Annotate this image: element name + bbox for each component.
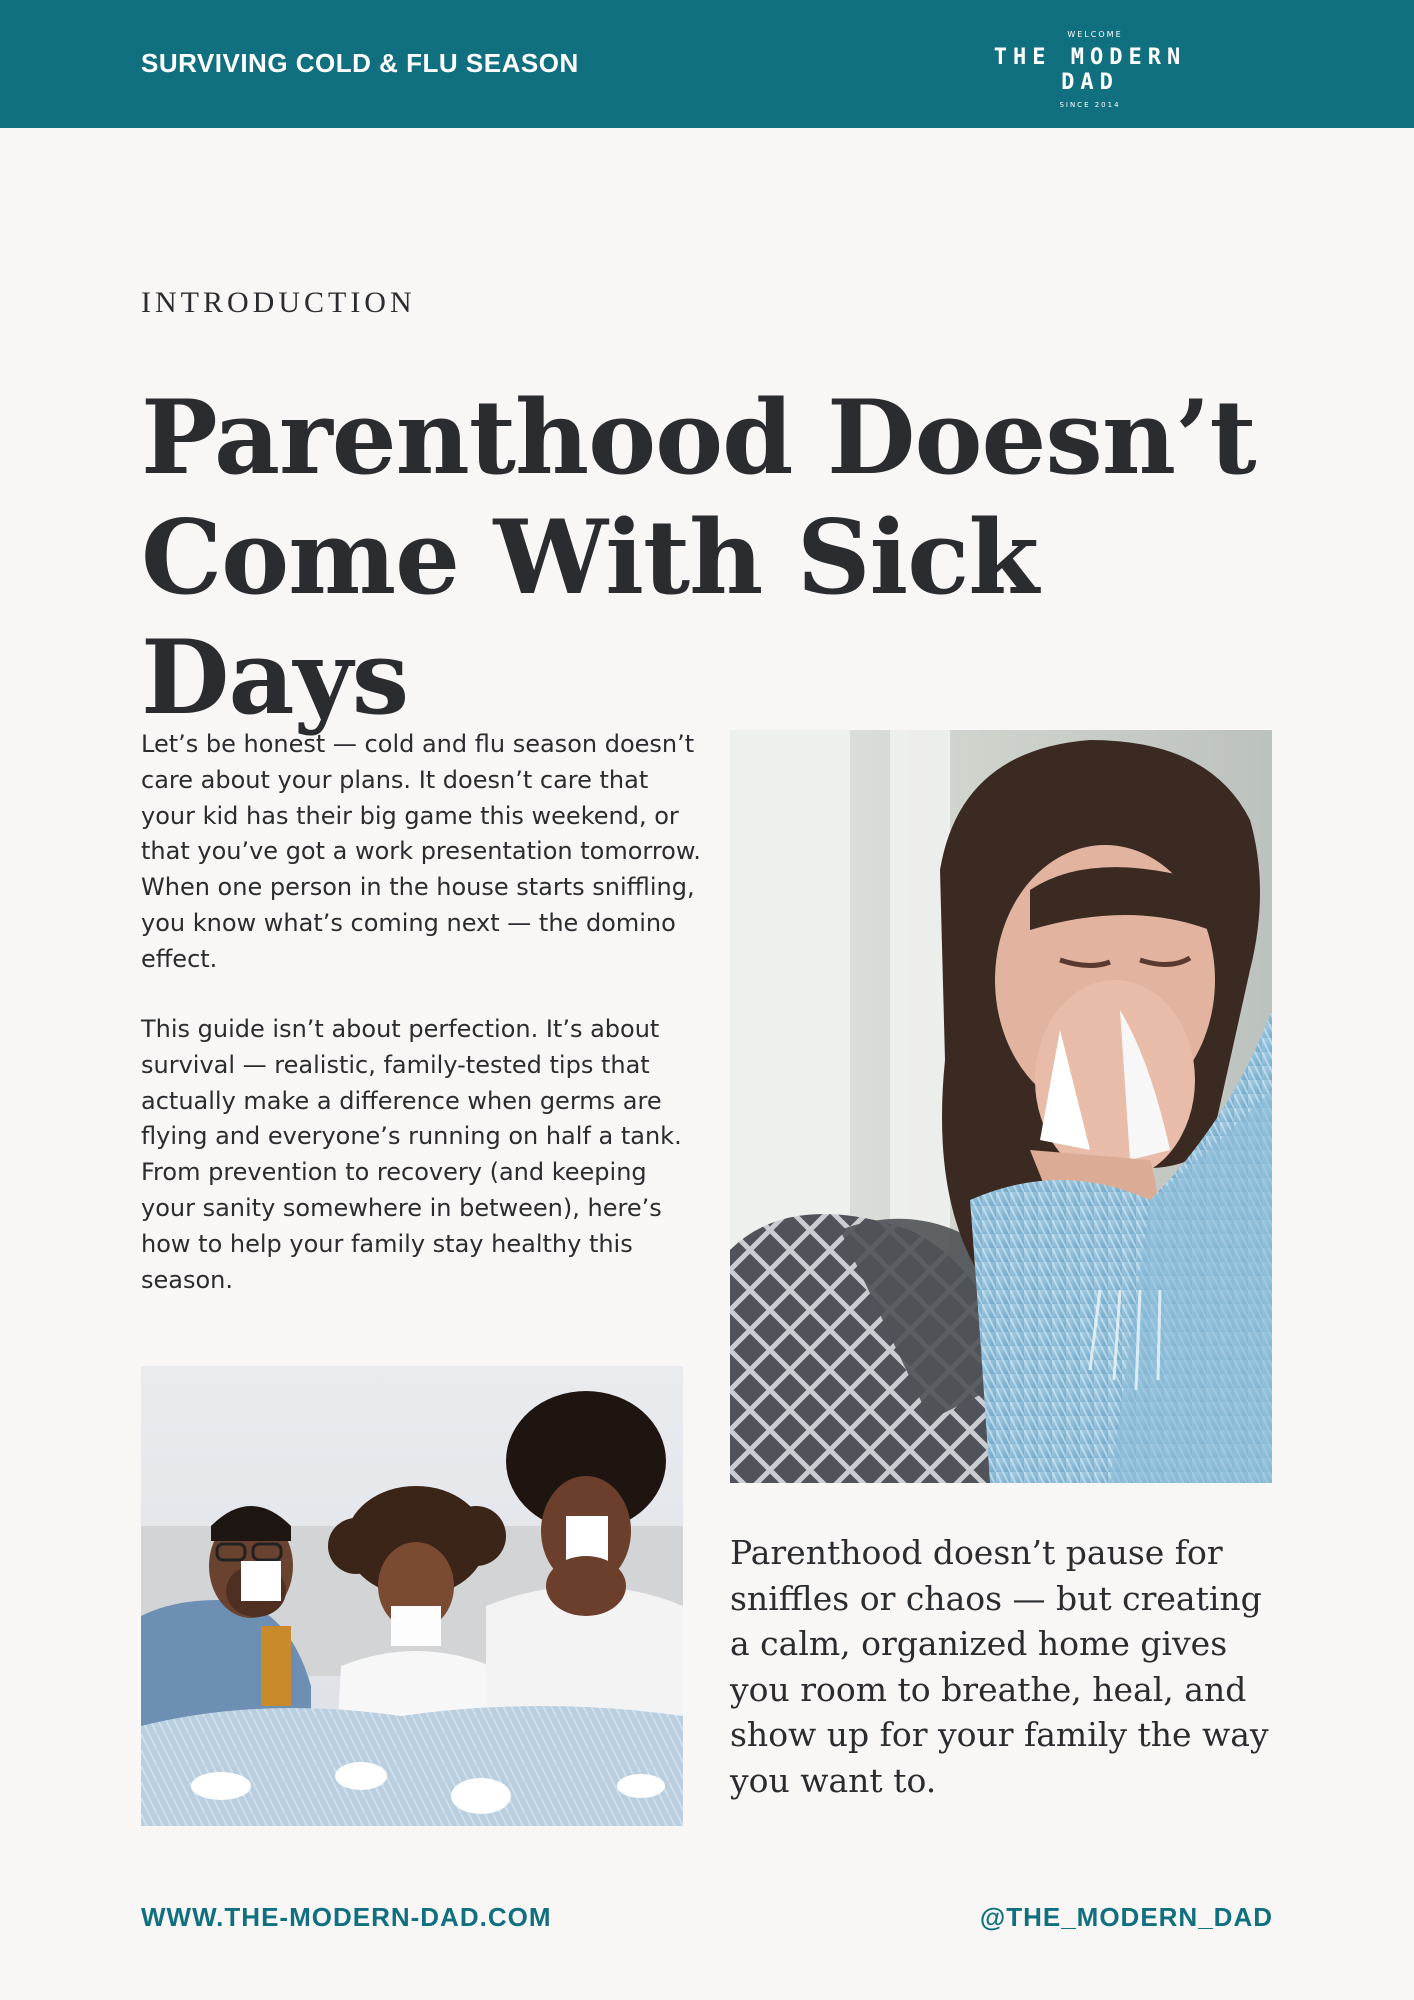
headline-line-2: Come With Sick Days [141,498,1039,738]
logo-tagline-bottom: SINCE 2014 [1059,101,1121,109]
logo-wordmark: THE MODERN DAD [993,45,1187,95]
social-handle-link[interactable]: @THE_MODERN_DAD [979,1902,1273,1932]
sneezing-woman-photo [730,730,1272,1483]
intro-paragraph-1: Let’s be honest — cold and flu season doesn’t care about your plans. It doesn’t care that your kid has their big game this weekend, or that you’ve got a work presentation tomorrow. When one person in the house starts sniffling, you know what’s coming next — the domino effect. [141,730,701,973]
header-bar [0,0,1414,128]
brand-logo[interactable] [960,30,1220,109]
website-link[interactable]: WWW.THE-MODERN-DAD.COM [141,1902,552,1932]
pull-quote: Parenthood doesn’t pause for sniffles or chaos — but creating a calm, organized home gives you room to breathe, heal, and show up for your family the way you want to. [730,1533,1269,1800]
headline-line-1: Parenthood Doesn’t [141,378,1256,498]
sick-family-photo [141,1366,683,1826]
logo-tagline-top: WELCOME [1067,30,1123,39]
page-headline [141,378,1291,738]
intro-paragraph-2: This guide isn’t about perfection. It’s about survival — realistic, family-tested tips that actually make a difference when germs are flying and everyone’s running on half a tank. From prevention to recovery (and keeping your sanity somewhere in between), here’s how to help your family stay healthy this season. [141,1015,682,1294]
section-kicker: INTRODUCTION [141,286,416,319]
guide-title: SURVIVING COLD & FLU SEASON [141,48,579,78]
